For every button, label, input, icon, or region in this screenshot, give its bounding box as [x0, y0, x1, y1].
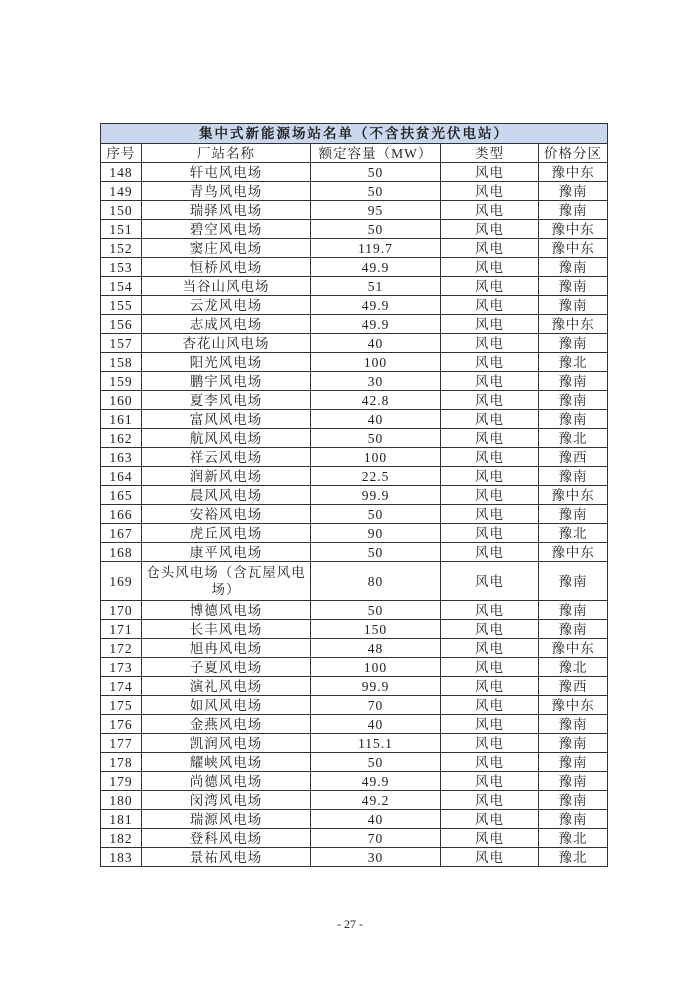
cell-capacity: 50 — [311, 505, 441, 524]
cell-capacity: 50 — [311, 753, 441, 772]
cell-index: 177 — [101, 734, 142, 753]
table-row — [101, 182, 608, 201]
cell-index: 164 — [101, 467, 142, 486]
table-row — [101, 772, 608, 791]
cell-station-name: 登科风电场 — [142, 829, 311, 848]
cell-station-name: 晨风风电场 — [142, 486, 311, 505]
cell-type: 风电 — [441, 448, 539, 467]
cell-station-name: 云龙风电场 — [142, 296, 311, 315]
cell-index: 178 — [101, 753, 142, 772]
table-row — [101, 620, 608, 639]
cell-price-zone: 豫南 — [539, 334, 608, 353]
cell-price-zone: 豫南 — [539, 810, 608, 829]
cell-type: 风电 — [441, 772, 539, 791]
cell-capacity: 115.1 — [311, 734, 441, 753]
cell-price-zone: 豫南 — [539, 296, 608, 315]
cell-station-name: 瑞驿风电场 — [142, 201, 311, 220]
cell-type: 风电 — [441, 410, 539, 429]
cell-type: 风电 — [441, 467, 539, 486]
cell-price-zone: 豫南 — [539, 410, 608, 429]
cell-price-zone: 豫北 — [539, 658, 608, 677]
cell-type: 风电 — [441, 391, 539, 410]
table-row — [101, 505, 608, 524]
cell-price-zone: 豫南 — [539, 467, 608, 486]
cell-capacity: 40 — [311, 810, 441, 829]
cell-type: 风电 — [441, 696, 539, 715]
cell-type: 风电 — [441, 829, 539, 848]
table-row — [101, 810, 608, 829]
cell-price-zone: 豫南 — [539, 772, 608, 791]
cell-station-name: 航风风电场 — [142, 429, 311, 448]
cell-index: 162 — [101, 429, 142, 448]
cell-station-name: 恒桥风电场 — [142, 258, 311, 277]
cell-capacity: 48 — [311, 639, 441, 658]
cell-type: 风电 — [441, 658, 539, 677]
cell-index: 159 — [101, 372, 142, 391]
cell-station-name: 富风风电场 — [142, 410, 311, 429]
cell-price-zone: 豫南 — [539, 258, 608, 277]
cell-index: 157 — [101, 334, 142, 353]
table-row — [101, 467, 608, 486]
table-row — [101, 201, 608, 220]
cell-type: 风电 — [441, 848, 539, 867]
cell-type: 风电 — [441, 734, 539, 753]
cell-station-name: 志成风电场 — [142, 315, 311, 334]
cell-station-name: 祥云风电场 — [142, 448, 311, 467]
cell-index: 161 — [101, 410, 142, 429]
cell-type: 风电 — [441, 239, 539, 258]
cell-index: 180 — [101, 791, 142, 810]
cell-capacity: 50 — [311, 543, 441, 562]
cell-type: 风电 — [441, 486, 539, 505]
cell-capacity: 119.7 — [311, 239, 441, 258]
cell-station-name: 窦庄风电场 — [142, 239, 311, 258]
cell-index: 179 — [101, 772, 142, 791]
cell-capacity: 50 — [311, 429, 441, 448]
cell-capacity: 70 — [311, 696, 441, 715]
cell-index: 168 — [101, 543, 142, 562]
table-row — [101, 315, 608, 334]
header-index: 序号 — [101, 144, 142, 163]
table-row — [101, 391, 608, 410]
cell-index: 165 — [101, 486, 142, 505]
cell-index: 158 — [101, 353, 142, 372]
cell-station-name: 碧空风电场 — [142, 220, 311, 239]
cell-capacity: 99.9 — [311, 677, 441, 696]
cell-type: 风电 — [441, 562, 539, 601]
cell-type: 风电 — [441, 715, 539, 734]
cell-station-name: 青鸟风电场 — [142, 182, 311, 201]
cell-type: 风电 — [441, 677, 539, 696]
cell-type: 风电 — [441, 315, 539, 334]
cell-price-zone: 豫中东 — [539, 163, 608, 182]
cell-price-zone: 豫南 — [539, 372, 608, 391]
cell-capacity: 30 — [311, 848, 441, 867]
cell-price-zone: 豫中东 — [539, 543, 608, 562]
cell-capacity: 70 — [311, 829, 441, 848]
table-row — [101, 258, 608, 277]
cell-price-zone: 豫中东 — [539, 639, 608, 658]
cell-price-zone: 豫北 — [539, 429, 608, 448]
cell-station-name: 阳光风电场 — [142, 353, 311, 372]
cell-index: 154 — [101, 277, 142, 296]
cell-capacity: 95 — [311, 201, 441, 220]
cell-type: 风电 — [441, 258, 539, 277]
cell-capacity: 40 — [311, 410, 441, 429]
cell-index: 172 — [101, 639, 142, 658]
table-row — [101, 601, 608, 620]
cell-station-name: 演礼风电场 — [142, 677, 311, 696]
cell-index: 148 — [101, 163, 142, 182]
cell-type: 风电 — [441, 182, 539, 201]
cell-index: 176 — [101, 715, 142, 734]
cell-station-name: 子夏风电场 — [142, 658, 311, 677]
cell-capacity: 100 — [311, 448, 441, 467]
cell-station-name: 杏花山风电场 — [142, 334, 311, 353]
table-row — [101, 486, 608, 505]
table-row — [101, 658, 608, 677]
cell-capacity: 49.2 — [311, 791, 441, 810]
cell-type: 风电 — [441, 201, 539, 220]
cell-type: 风电 — [441, 543, 539, 562]
cell-capacity: 50 — [311, 182, 441, 201]
table-row — [101, 163, 608, 182]
table-row — [101, 334, 608, 353]
cell-type: 风电 — [441, 353, 539, 372]
cell-index: 182 — [101, 829, 142, 848]
cell-price-zone: 豫南 — [539, 791, 608, 810]
cell-price-zone: 豫北 — [539, 524, 608, 543]
table-row — [101, 448, 608, 467]
cell-index: 170 — [101, 601, 142, 620]
cell-type: 风电 — [441, 601, 539, 620]
table-row — [101, 239, 608, 258]
cell-price-zone: 豫南 — [539, 753, 608, 772]
table-row — [101, 791, 608, 810]
cell-station-name: 润新风电场 — [142, 467, 311, 486]
cell-capacity: 40 — [311, 715, 441, 734]
cell-price-zone: 豫中东 — [539, 239, 608, 258]
cell-type: 风电 — [441, 791, 539, 810]
cell-price-zone: 豫南 — [539, 391, 608, 410]
cell-index: 183 — [101, 848, 142, 867]
cell-station-name: 当谷山风电场 — [142, 277, 311, 296]
header-type: 类型 — [441, 144, 539, 163]
cell-type: 风电 — [441, 505, 539, 524]
cell-station-name: 康平风电场 — [142, 543, 311, 562]
cell-station-name: 虎丘风电场 — [142, 524, 311, 543]
cell-type: 风电 — [441, 524, 539, 543]
cell-capacity: 49.9 — [311, 315, 441, 334]
cell-station-name: 夏李风电场 — [142, 391, 311, 410]
cell-type: 风电 — [441, 163, 539, 182]
cell-capacity: 100 — [311, 353, 441, 372]
cell-price-zone: 豫南 — [539, 734, 608, 753]
cell-price-zone: 豫中东 — [539, 315, 608, 334]
table-row — [101, 639, 608, 658]
cell-price-zone: 豫北 — [539, 848, 608, 867]
cell-index: 167 — [101, 524, 142, 543]
table-row — [101, 353, 608, 372]
table-row — [101, 543, 608, 562]
table-row — [101, 734, 608, 753]
cell-price-zone: 豫北 — [539, 353, 608, 372]
cell-station-name: 凯润风电场 — [142, 734, 311, 753]
cell-type: 风电 — [441, 620, 539, 639]
cell-price-zone: 豫中东 — [539, 220, 608, 239]
table-row — [101, 277, 608, 296]
cell-capacity: 49.9 — [311, 772, 441, 791]
cell-capacity: 42.8 — [311, 391, 441, 410]
table-row — [101, 524, 608, 543]
cell-station-name: 博德风电场 — [142, 601, 311, 620]
table-row — [101, 562, 608, 601]
cell-type: 风电 — [441, 429, 539, 448]
cell-station-name: 旭冉风电场 — [142, 639, 311, 658]
cell-station-name: 鹏宇风电场 — [142, 372, 311, 391]
cell-capacity: 50 — [311, 601, 441, 620]
cell-index: 155 — [101, 296, 142, 315]
cell-index: 166 — [101, 505, 142, 524]
cell-price-zone: 豫中东 — [539, 696, 608, 715]
cell-station-name: 尚德风电场 — [142, 772, 311, 791]
cell-index: 174 — [101, 677, 142, 696]
cell-station-name: 瑞源风电场 — [142, 810, 311, 829]
cell-capacity: 22.5 — [311, 467, 441, 486]
cell-station-name: 长丰风电场 — [142, 620, 311, 639]
cell-capacity: 80 — [311, 562, 441, 601]
table-row — [101, 372, 608, 391]
cell-type: 风电 — [441, 277, 539, 296]
cell-index: 151 — [101, 220, 142, 239]
cell-type: 风电 — [441, 220, 539, 239]
table-title-row — [101, 124, 608, 144]
table-row — [101, 677, 608, 696]
table-row — [101, 296, 608, 315]
cell-price-zone: 豫南 — [539, 620, 608, 639]
cell-type: 风电 — [441, 296, 539, 315]
table-row — [101, 696, 608, 715]
cell-station-name: 轩屯风电场 — [142, 163, 311, 182]
table-row — [101, 829, 608, 848]
cell-capacity: 30 — [311, 372, 441, 391]
cell-price-zone: 豫南 — [539, 562, 608, 601]
table-row — [101, 429, 608, 448]
cell-capacity: 49.9 — [311, 296, 441, 315]
page-number: - 27 - — [337, 917, 363, 931]
cell-price-zone: 豫南 — [539, 201, 608, 220]
cell-type: 风电 — [441, 639, 539, 658]
cell-price-zone: 豫南 — [539, 715, 608, 734]
cell-index: 163 — [101, 448, 142, 467]
header-price-zone: 价格分区 — [539, 144, 608, 163]
cell-station-name: 景祐风电场 — [142, 848, 311, 867]
cell-price-zone: 豫西 — [539, 677, 608, 696]
cell-type: 风电 — [441, 334, 539, 353]
header-station-name: 厂站名称 — [142, 144, 311, 163]
cell-index: 171 — [101, 620, 142, 639]
cell-capacity: 100 — [311, 658, 441, 677]
cell-price-zone: 豫西 — [539, 448, 608, 467]
cell-index: 181 — [101, 810, 142, 829]
cell-index: 152 — [101, 239, 142, 258]
cell-capacity: 49.9 — [311, 258, 441, 277]
cell-price-zone: 豫南 — [539, 601, 608, 620]
cell-station-name: 安裕风电场 — [142, 505, 311, 524]
cell-type: 风电 — [441, 810, 539, 829]
cell-price-zone: 豫南 — [539, 182, 608, 201]
table-title: 集中式新能源场站名单（不含扶贫光伏电站） — [101, 124, 608, 144]
cell-station-name: 金燕风电场 — [142, 715, 311, 734]
cell-capacity: 40 — [311, 334, 441, 353]
cell-station-name: 仓头风电场（含瓦屋风电场） — [142, 562, 311, 601]
cell-index: 175 — [101, 696, 142, 715]
cell-capacity: 150 — [311, 620, 441, 639]
cell-index: 150 — [101, 201, 142, 220]
cell-index: 149 — [101, 182, 142, 201]
cell-index: 153 — [101, 258, 142, 277]
cell-station-name: 如风风电场 — [142, 696, 311, 715]
cell-station-name: 闵湾风电场 — [142, 791, 311, 810]
cell-index: 169 — [101, 562, 142, 601]
cell-index: 173 — [101, 658, 142, 677]
table-row — [101, 220, 608, 239]
table-header-row — [101, 144, 608, 163]
station-list-table — [100, 123, 608, 867]
cell-capacity: 99.9 — [311, 486, 441, 505]
cell-price-zone: 豫北 — [539, 829, 608, 848]
table-row — [101, 715, 608, 734]
table-row — [101, 753, 608, 772]
cell-type: 风电 — [441, 372, 539, 391]
table-row — [101, 848, 608, 867]
cell-price-zone: 豫南 — [539, 277, 608, 296]
cell-capacity: 90 — [311, 524, 441, 543]
cell-type: 风电 — [441, 753, 539, 772]
cell-price-zone: 豫中东 — [539, 486, 608, 505]
header-capacity: 额定容量（MW） — [311, 144, 441, 163]
cell-capacity: 51 — [311, 277, 441, 296]
cell-index: 156 — [101, 315, 142, 334]
cell-index: 160 — [101, 391, 142, 410]
cell-price-zone: 豫南 — [539, 505, 608, 524]
cell-capacity: 50 — [311, 220, 441, 239]
table-row — [101, 410, 608, 429]
cell-capacity: 50 — [311, 163, 441, 182]
cell-station-name: 耀峡风电场 — [142, 753, 311, 772]
